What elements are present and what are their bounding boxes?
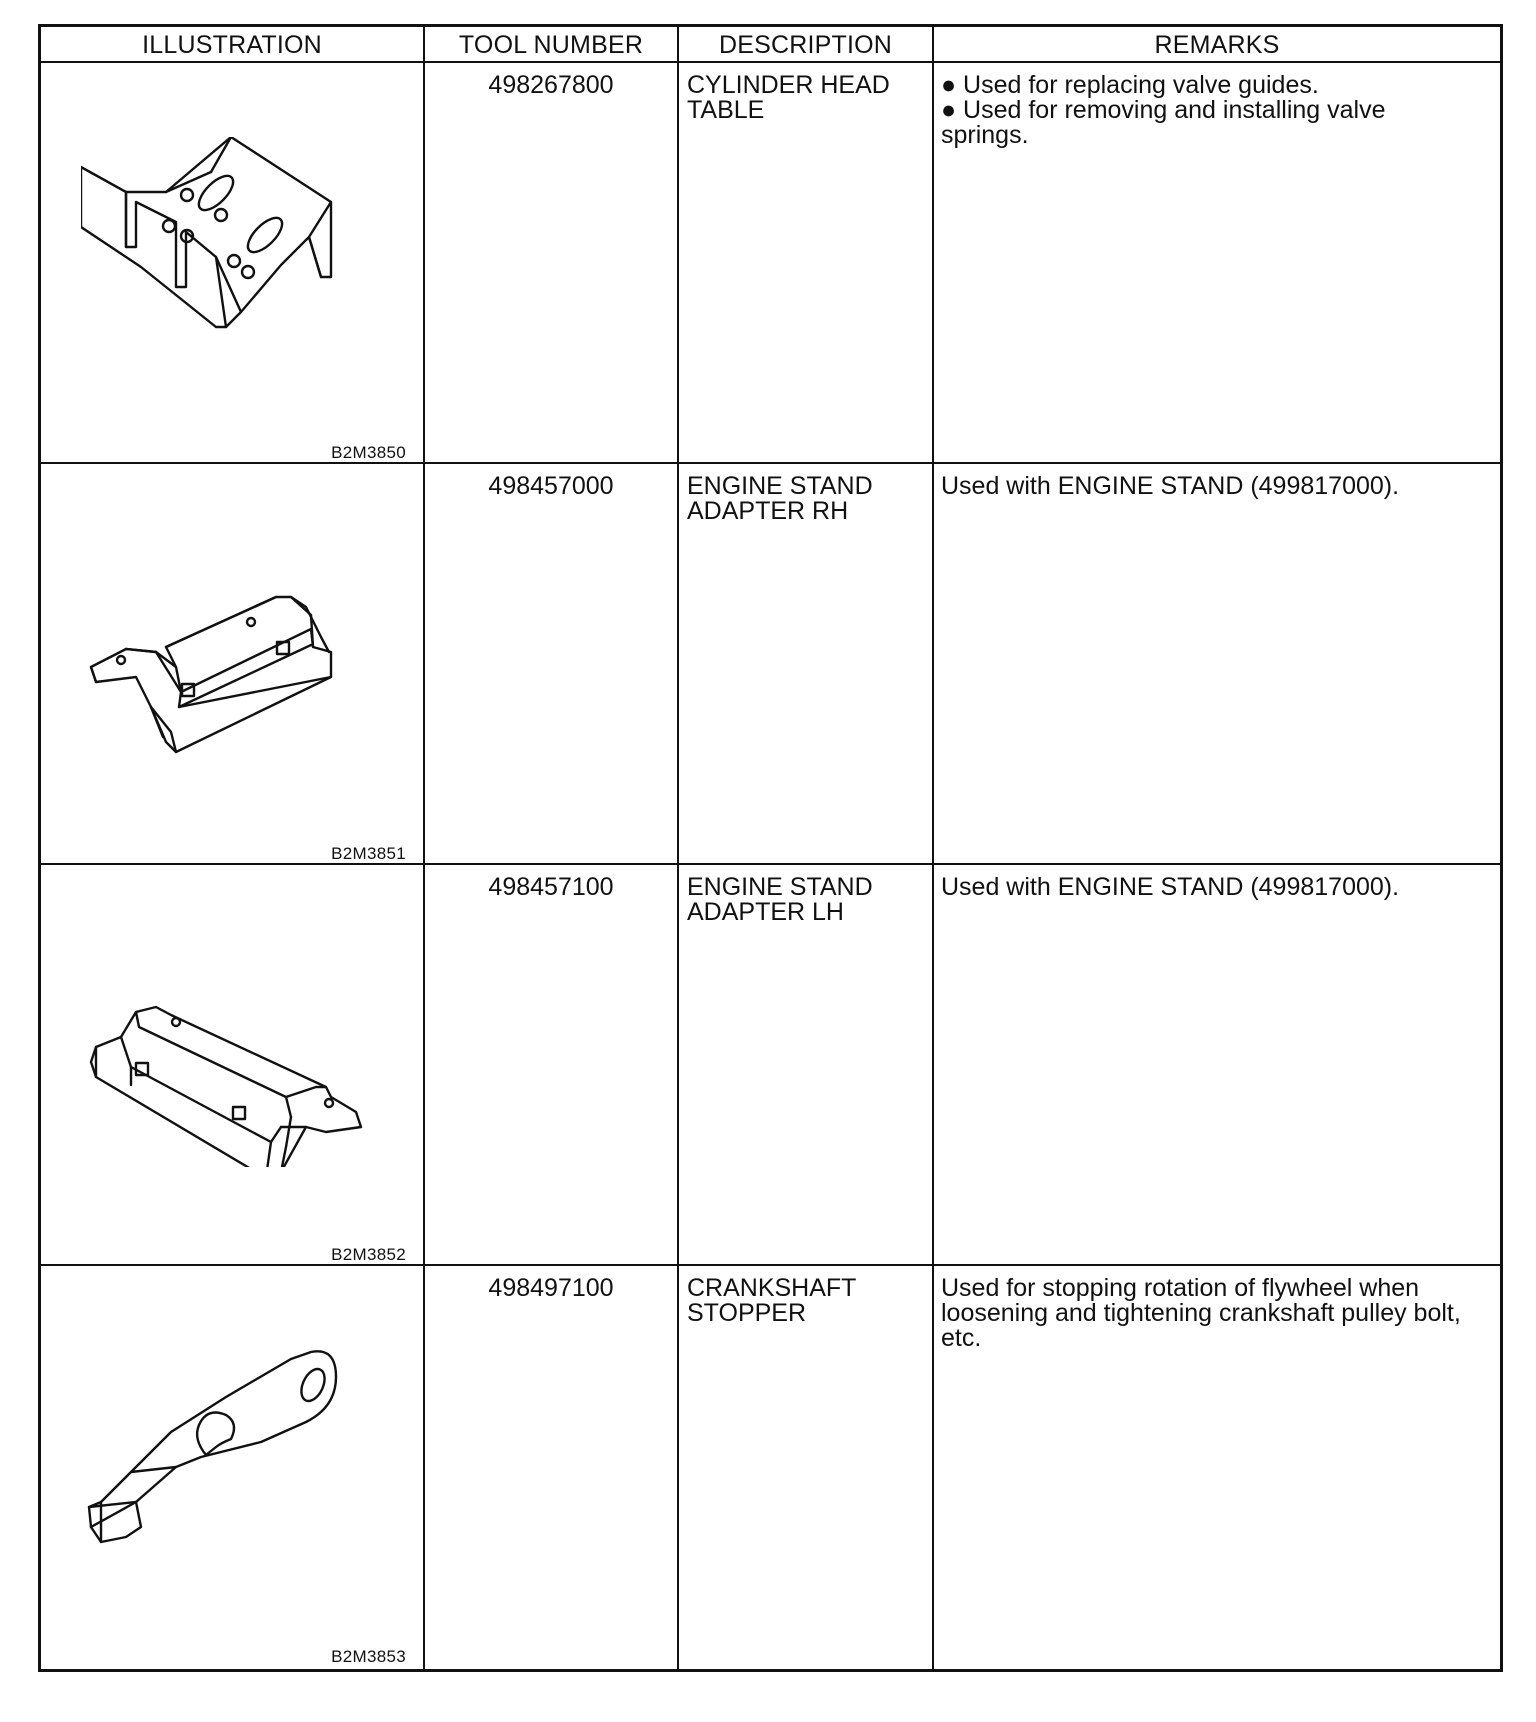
tool-number: 498497100 xyxy=(488,1274,614,1302)
tool-description xyxy=(687,474,927,524)
tool-number: 498457100 xyxy=(488,873,614,901)
remarks-line: ● Used for replacing valve guides. xyxy=(941,71,1319,99)
tool-description xyxy=(687,1276,927,1326)
remarks-line: loosening and tightening crankshaft pulley bolt, xyxy=(941,1299,1461,1327)
column-divider xyxy=(423,27,425,1669)
header-tool-number: TOOL NUMBER xyxy=(458,31,644,59)
engine-stand-adapter-rh-icon xyxy=(81,567,371,772)
column-divider xyxy=(932,27,934,1669)
remarks-line: Used with ENGINE STAND (499817000). xyxy=(941,873,1400,901)
tool-remarks xyxy=(941,875,1501,900)
figure-code: B2M3853 xyxy=(331,1647,406,1666)
tool-remarks xyxy=(941,73,1501,148)
description-line: ENGINE STAND xyxy=(687,472,873,500)
header-description: DESCRIPTION xyxy=(718,31,893,59)
tool-description xyxy=(687,73,927,123)
description-line: ENGINE STAND xyxy=(687,873,873,901)
tool-number: 498267800 xyxy=(488,71,614,99)
row-divider xyxy=(41,61,1500,63)
remarks-line: Used with ENGINE STAND (499817000). xyxy=(941,472,1400,500)
tool-remarks xyxy=(941,1276,1501,1351)
description-line: ADAPTER LH xyxy=(687,898,844,926)
remarks-line: springs. xyxy=(941,121,1029,149)
description-line: CYLINDER HEAD xyxy=(687,71,890,99)
special-tools-table xyxy=(38,24,1503,1672)
figure-code: B2M3852 xyxy=(331,1245,406,1264)
remarks-line: Used for stopping rotation of flywheel when xyxy=(941,1274,1420,1302)
engine-stand-adapter-lh-icon xyxy=(81,967,371,1172)
remarks-line: etc. xyxy=(941,1324,982,1352)
tool-remarks xyxy=(941,474,1501,499)
tool-number: 498457000 xyxy=(488,472,614,500)
description-line: ADAPTER RH xyxy=(687,497,849,525)
header-remarks: REMARKS xyxy=(1154,31,1280,59)
figure-code: B2M3851 xyxy=(331,844,406,863)
description-line: TABLE xyxy=(687,96,765,124)
remarks-line: ● Used for removing and installing valve xyxy=(941,96,1386,124)
description-line: CRANKSHAFT xyxy=(687,1274,857,1302)
crankshaft-stopper-icon xyxy=(81,1337,371,1602)
column-divider xyxy=(677,27,679,1669)
figure-code: B2M3850 xyxy=(331,443,406,462)
cylinder-head-table-icon xyxy=(81,137,371,382)
header-illustration: ILLUSTRATION xyxy=(142,31,322,59)
description-line: STOPPER xyxy=(687,1299,807,1327)
tool-description xyxy=(687,875,927,925)
